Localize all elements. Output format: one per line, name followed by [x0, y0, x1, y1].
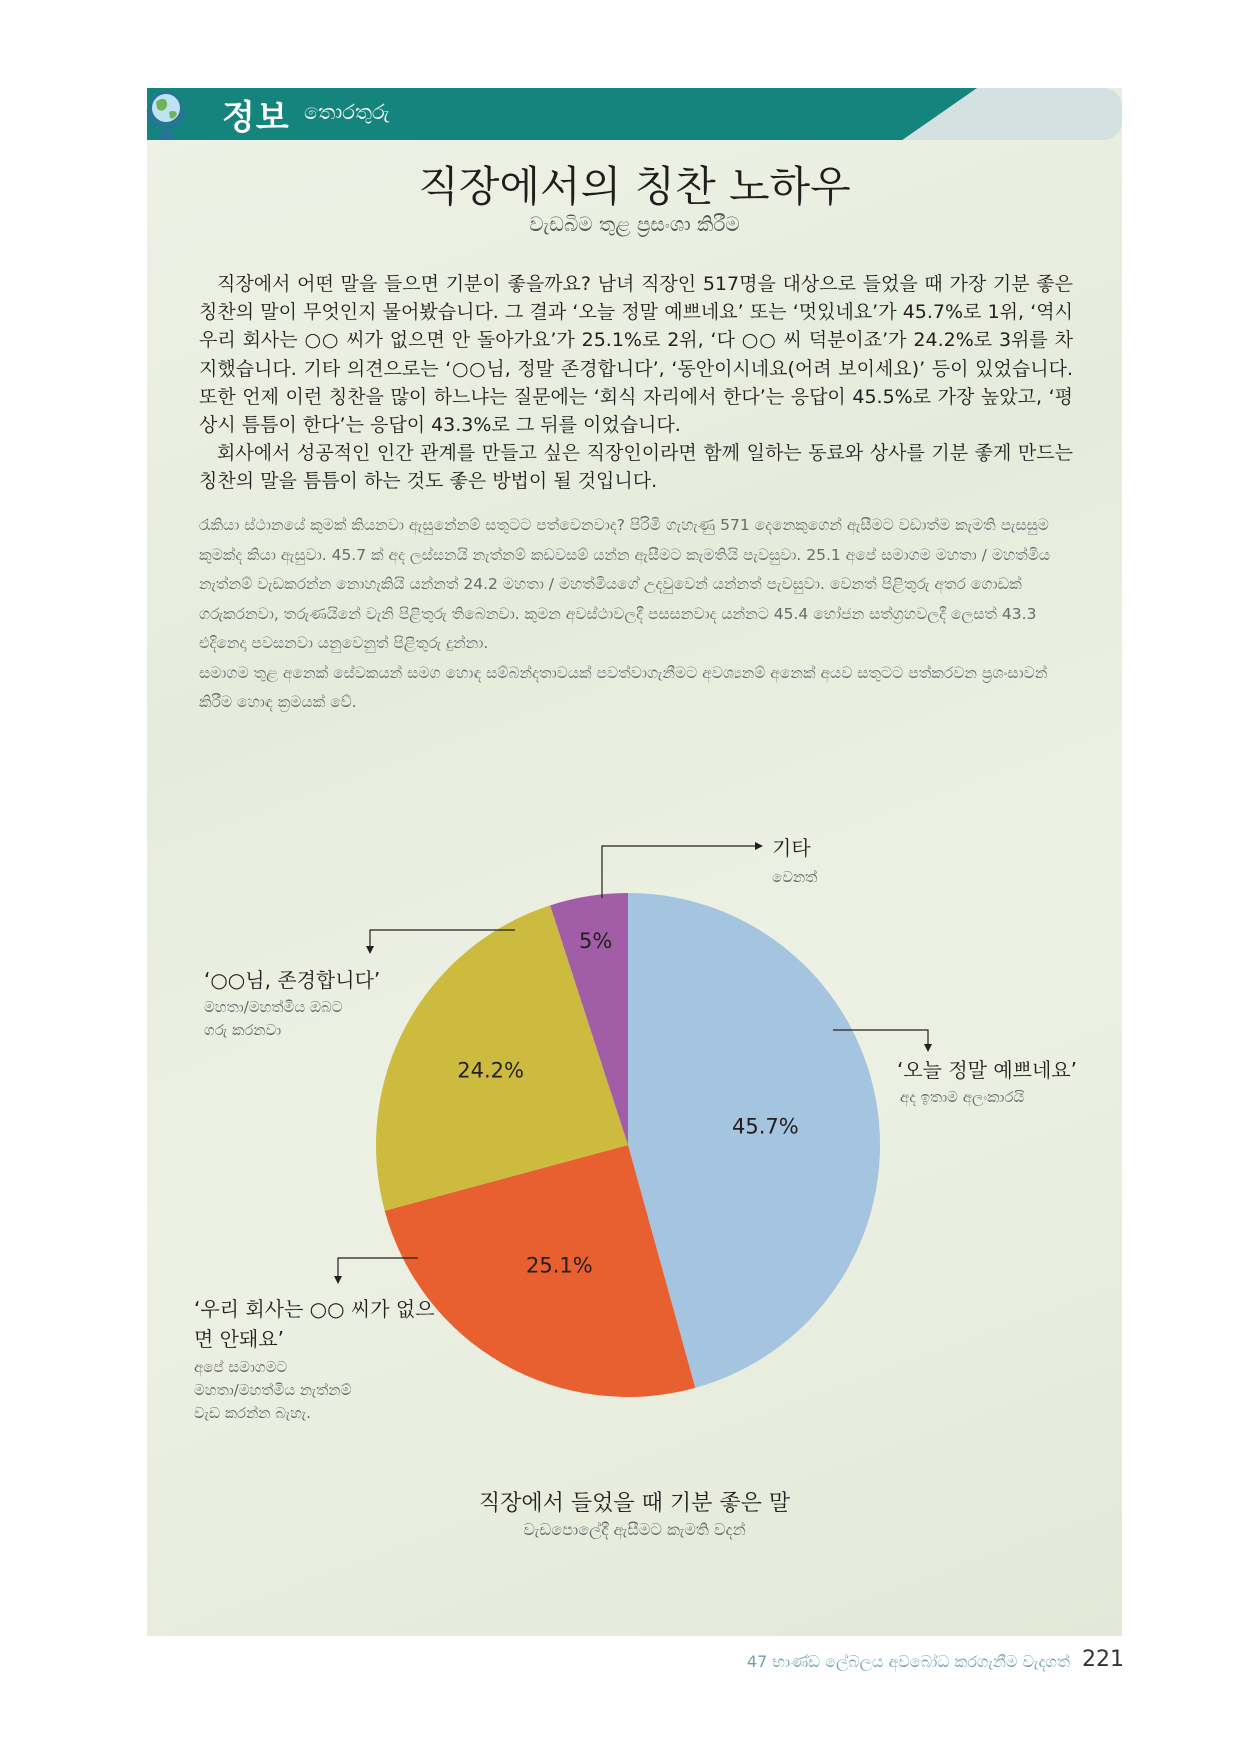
label-respect-si: මහතා/මහත්මිය ඔබට — [204, 998, 343, 1016]
label-respect: ‘○○님, 존경합니다’ — [204, 968, 381, 992]
section-title: 정보 — [222, 98, 290, 138]
slice-value-label: 24.2% — [457, 1058, 524, 1083]
footer-lesson: 47 භාණ්ඩ ලේබලය අවබෝධ කරගැනීම වැදගත් — [746, 1652, 1070, 1671]
arrow-head — [366, 946, 374, 954]
chart-caption: 직장에서 들었을 때 기분 좋은 말 — [478, 1491, 791, 1516]
label-other-si: වෙනත් — [772, 868, 818, 886]
label-pretty: ‘오늘 정말 예쁘네요’ — [897, 1058, 1077, 1082]
korean-paragraph: 직장에서 어떤 말을 들으면 기분이 좋을까요? 남녀 직장인 517명을 대상으로 들었을 때 가장 기분 좋은 칭찬의 말이 무엇인지 물어봤습니다. 그 결과 ‘오늘 정말 예쁘네요’ 또는 ‘멋있네요’가 45.7%로 1위, ‘역시 우리 회사는 ○○ 씨가 없으면 안 돌아가요’가 25.1%로 2위, ‘다 ○○ 씨 덕분이죠’가 24.2%로 3위를 차지했습니다. 기타 의견으로는 ‘○○님, 정말 존경합니다’, ‘동안이시네요(어려 보이세요)’ 등이 있었습니다. 또한 언제 이런 칭찬을 많이 하느냐는 질문에는 ‘회식 자리에서 한다’는 응답이 45.5%로 가장 높았고, ‘평상시 틈틈이 한다’는 응답이 43.3%로 그 뒤를 이었습니다. — [199, 273, 1073, 437]
slice-value-label: 45.7% — [731, 1114, 799, 1139]
label-company-si: වැඩ කරන්න බැහැ. — [194, 1404, 311, 1422]
label-company: 면 안돼요’ — [194, 1327, 284, 1351]
arrow-head — [334, 1276, 342, 1284]
sinhala-paragraph: රැකියා ස්ථානයේ කුමක් කියනවා ඇසුනේනම් සතුටට පත්වෙනවාද? පිරිමි ගැහැණු 571 දෙනෙකුගෙන් ඇසීමට වඩාත්ම කැමති පැසසුම කුමක්ද කියා ඇසුවා. 45.7 ක් අද ලස්සනයි නැත්නම් කඩවසම් යන්න ඇසීමට කැමතියි පැවසුවා. 25.1 අපේ සමාගම මහතා / මහත්මිය නැත්නම් වැඩකරන්න නොහැකියි යන්නත් 24.2 මහතා / මහත්මියගේ උදවුවෙන් යන්නත් පැවසුවා. වෙනත් පිළිතුරු අතර ගොඩක් ගරුකරනවා, තරුණයිනේ වැනි පිළිතුරු තිබෙනවා. කුමන අවස්ථාවලදී පසසනවාද යන්නට 45.4 භෝජන සත්ග්‍රහවලදී ලෙසත් 43.3 එදිනෙදා පවසනවා යනුවෙනුත් පිළිතුරු දුන්නා. — [199, 516, 1051, 652]
label-company: ‘우리 회사는 ○○ 씨가 없으 — [194, 1297, 435, 1321]
sinhala-paragraph: සමාගම තුළ අනෙක් සේවකයන් සමග හොඳ සම්බන්දතාවයක් පවත්වාගැනීමට අවශ්‍යනම් අනෙක් අයව සතුටට පත්කරවන ප්‍රශංසාවන් කිරීම හොඳ ක්‍රමයක් වේ. — [199, 663, 1048, 711]
page-number: 221 — [1082, 1647, 1124, 1672]
label-company-si: මහතා/මහත්මිය නැත්නම් — [194, 1381, 352, 1399]
label-pretty-si: අද ඉතාම අලංකාරයි — [900, 1088, 1025, 1106]
korean-paragraph: 회사에서 성공적인 인간 관계를 만들고 싶은 직장인이라면 함께 일하는 동료와 상사를 기분 좋게 만드는 칭찬의 말을 틈틈이 하는 것도 좋은 방법이 될 것입니다. — [199, 442, 1073, 493]
article-subtitle: වැඩබිම තුළ ප්‍රසංශා කිරීම — [529, 212, 740, 236]
chart-caption-si: වැඩපොලේදී ඇසීමට කැමති වදන් — [523, 1520, 746, 1539]
leader-line-5 — [602, 846, 755, 898]
section-subtitle: තොරතුරු — [304, 100, 390, 124]
label-respect-si: ගරු කරනවා — [204, 1021, 282, 1039]
slice-value-label: 25.1% — [525, 1253, 593, 1278]
article-title: 직장에서의 칭찬 노하우 — [418, 162, 851, 211]
label-other: 기타 — [772, 836, 811, 860]
slice-value-label: 5% — [579, 928, 613, 953]
label-company-si: අපේ සමාගමට — [194, 1358, 288, 1376]
arrow-head — [755, 842, 763, 850]
arrow-head — [924, 1044, 932, 1052]
